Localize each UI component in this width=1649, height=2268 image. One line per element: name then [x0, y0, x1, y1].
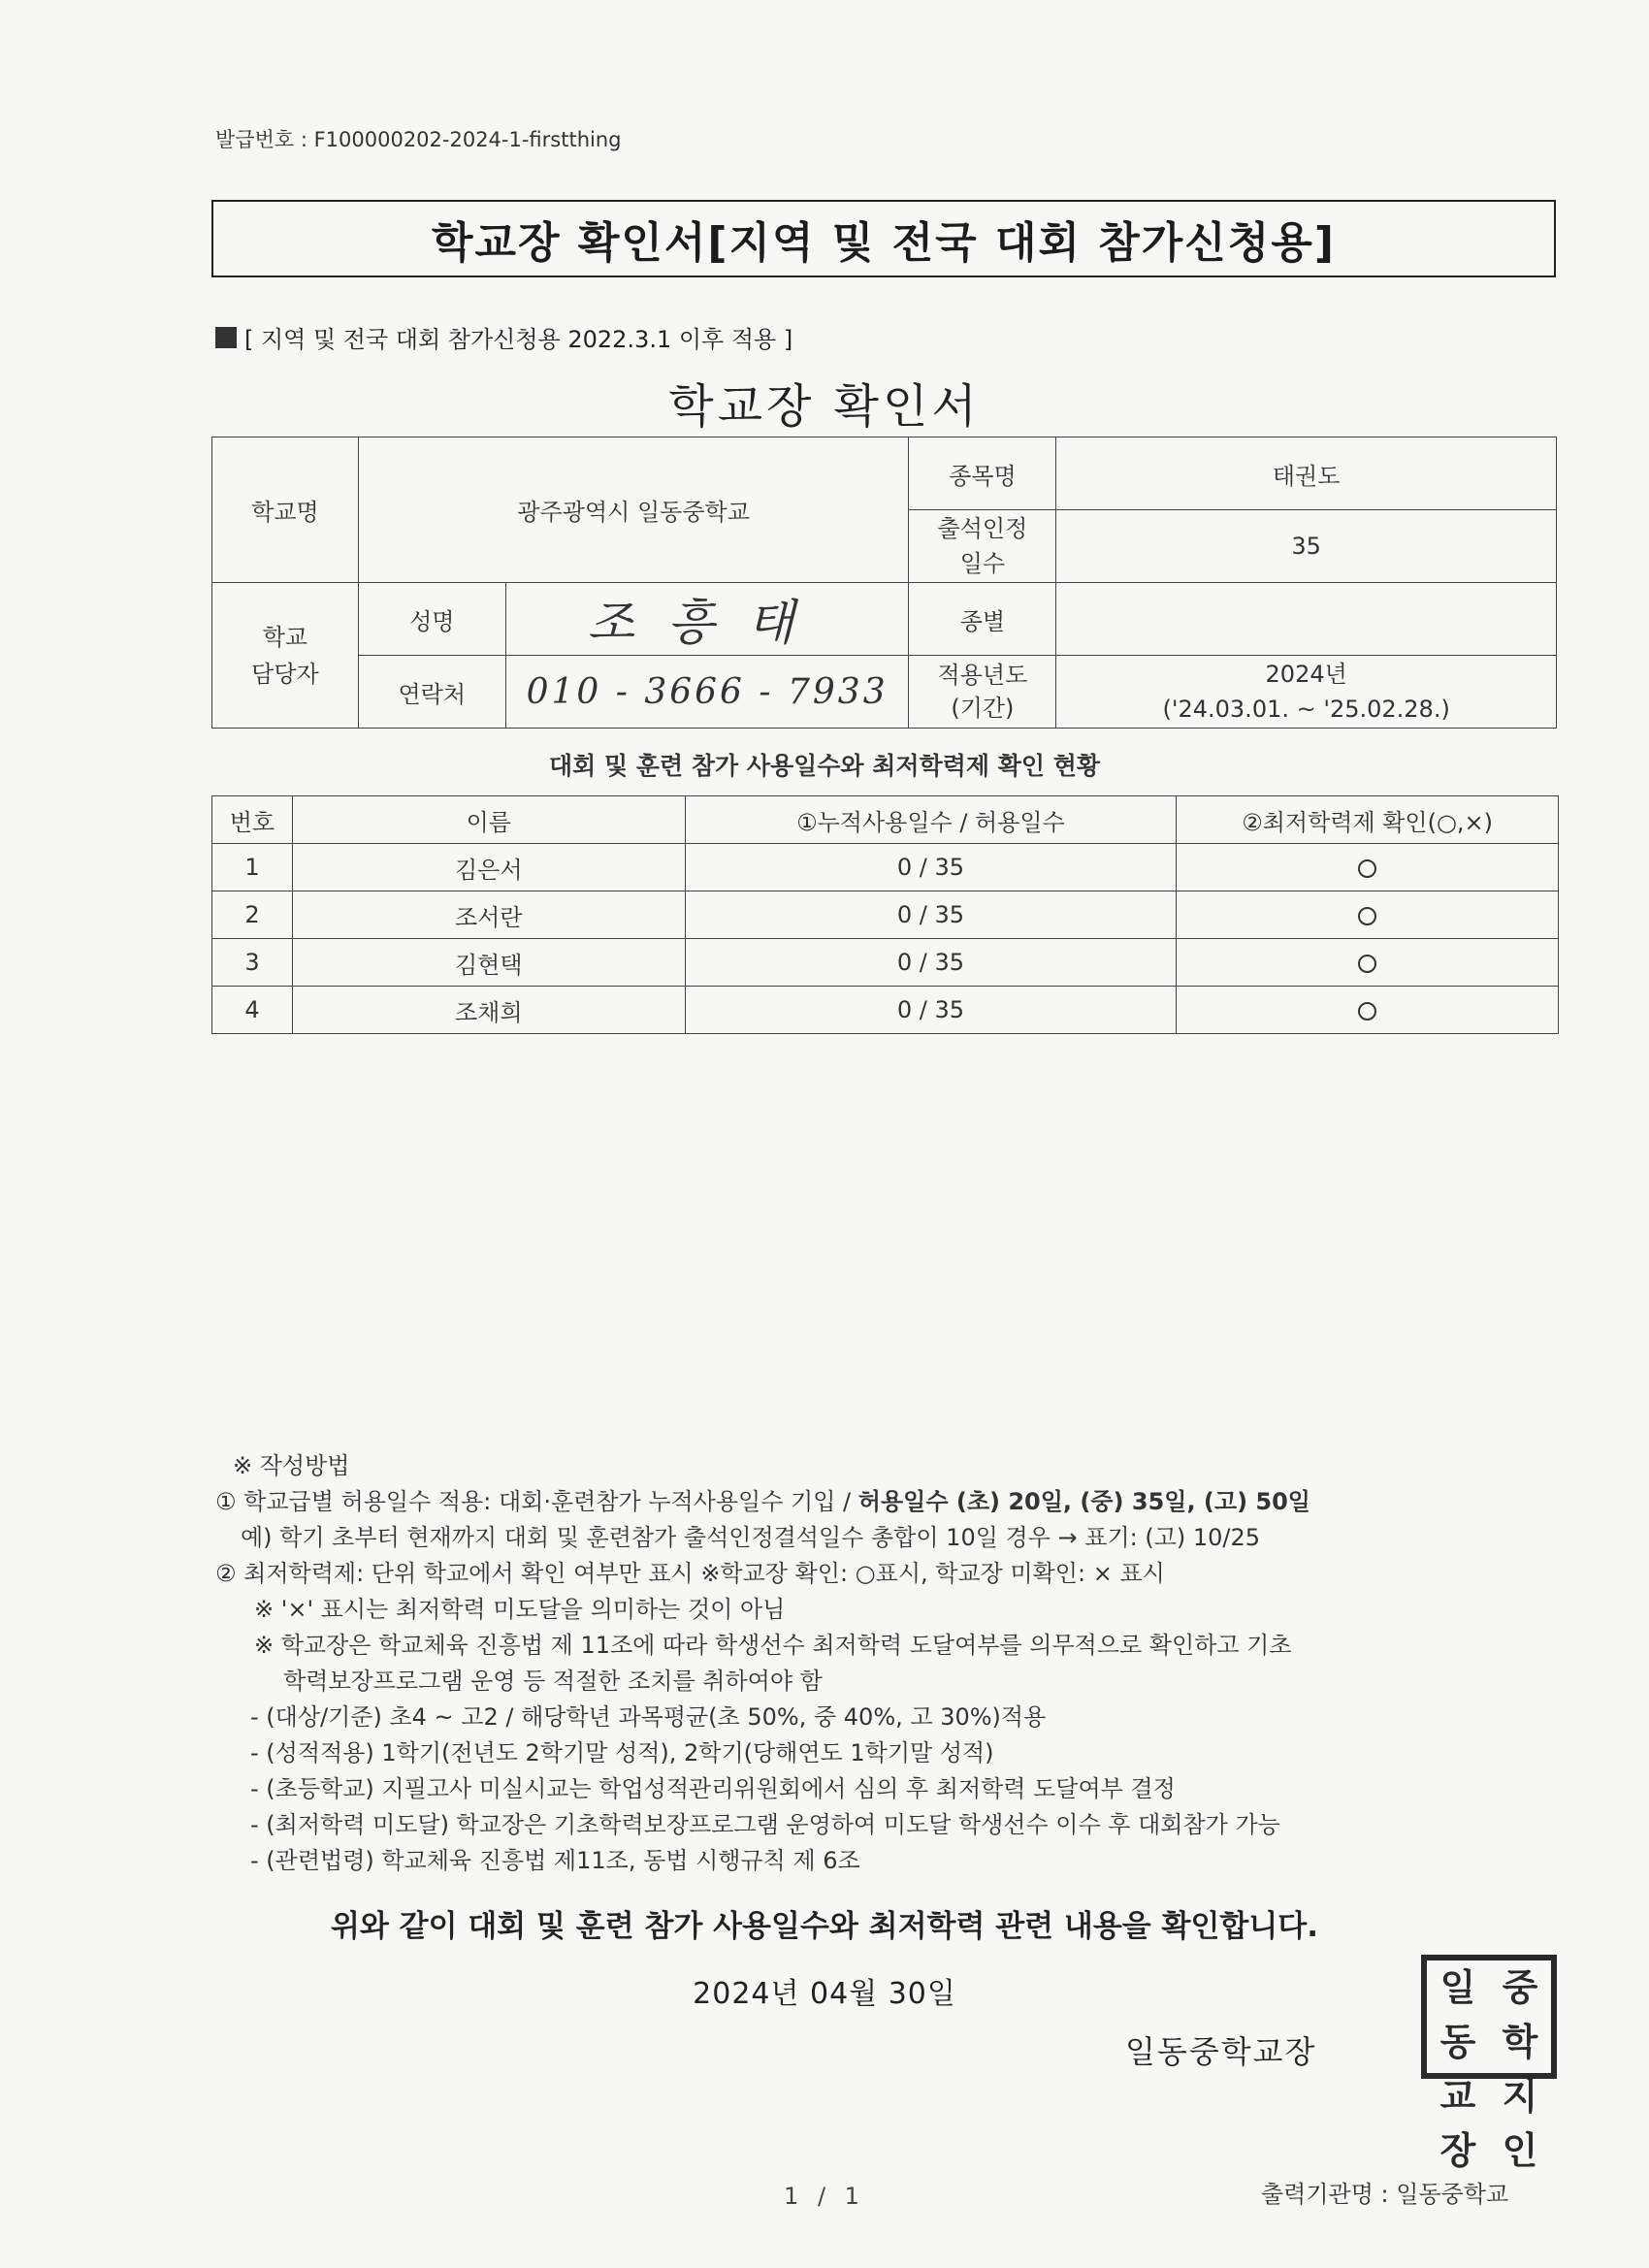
name-label: 성명: [358, 583, 505, 656]
header-name: 이름: [292, 796, 685, 844]
instruction-line: - (최저학력 미도달) 학교장은 기초학력보장프로그램 운영하여 미도달 학생선수 이수 후 대회참가 가능: [250, 1811, 1280, 1838]
school-info-table: [211, 437, 1557, 729]
subheading: [215, 320, 792, 354]
circle-check-icon: [1358, 907, 1376, 925]
year-value-line2: ('24.03.01. ~ '25.02.28.): [1162, 696, 1450, 723]
handwritten-phone: 010 - 3666 - 7933: [526, 671, 889, 712]
instructions: [215, 1448, 1573, 1879]
table-row: [212, 844, 1559, 891]
row-check: [1177, 891, 1559, 939]
sport-value: 태권도: [1056, 437, 1557, 510]
instruction-line: ※ '×' 표시는 최저학력 미도달을 의미하는 것이 아님: [254, 1596, 786, 1623]
issue-number: 발급번호 : F100000202-2024-1-firstthing: [215, 128, 622, 151]
instruction-line: ② 최저학력제: 단위 학교에서 확인 여부만 표시 ※학교장 확인: ○표시, 학교장 미확인: × 표시: [215, 1560, 1165, 1587]
row-days: 0 / 35: [685, 987, 1177, 1034]
gender-value: [1056, 583, 1557, 656]
attendance-table: [211, 795, 1559, 1034]
gender-label: 종별: [909, 583, 1056, 656]
instruction-line: 학력보장프로그램 운영 등 적절한 조치를 취하여야 함: [283, 1668, 823, 1695]
square-bullet-icon: [215, 327, 237, 348]
sport-label: 종목명: [909, 437, 1056, 510]
attendance-label: [909, 510, 1056, 583]
year-label: [909, 656, 1056, 729]
page-number: 1 / 1: [784, 2183, 865, 2210]
instruction-line: [215, 1484, 1573, 1520]
row-days: 0 / 35: [685, 891, 1177, 939]
instruction-line: ※ 학교장은 학교체육 진흥법 제 11조에 따라 학생선수 최저학력 도달여부를 의무적으로 확인하고 기초: [254, 1632, 1292, 1659]
contact-value: [505, 656, 909, 729]
attendance-label-line1: 출석인정: [937, 515, 1028, 542]
seal-char: 중학: [1502, 1965, 1538, 2063]
manager-label: [212, 583, 359, 729]
instruction-line: - (초등학교) 지필고사 미실시교는 학업성적관리위원회에서 심의 후 최저학력 도달여부 결정: [250, 1775, 1176, 1802]
row-number: 2: [212, 891, 293, 939]
handwritten-name: 조흥태: [587, 595, 827, 651]
table-row: [212, 939, 1559, 987]
instruction-bold-text: 허용일수 (초) 20일, (중) 35일, (고) 50일: [857, 1488, 1310, 1515]
year-label-line1: 적용년도: [937, 662, 1028, 689]
confirmation-statement: 위와 같이 대회 및 훈련 참가 사용일수와 최저학력 관련 내용을 확인합니다.: [330, 1909, 1319, 1944]
row-name: 조채희: [292, 987, 685, 1034]
row-check: [1177, 844, 1559, 891]
instruction-text: ① 학교급별 허용일수 적용: 대회·훈련참가 누적사용일수 기입 /: [215, 1488, 858, 1515]
circle-check-icon: [1358, 1002, 1376, 1021]
principal-signature: 일동중학교장: [1125, 2033, 1317, 2070]
school-label: 학교명: [212, 437, 359, 583]
contact-label: 연락처: [358, 656, 505, 729]
table-row: [212, 891, 1559, 939]
table-row: [212, 987, 1559, 1034]
manager-label-line2: 담당자: [251, 660, 319, 688]
subheading-text: [ 지역 및 전국 대회 참가신청용 2022.3.1 이후 적용 ]: [244, 326, 793, 353]
instruction-line: 예) 학기 초부터 현재까지 대회 및 훈련참가 출석인정결석일수 총합이 10일 경우 → 표기: (고) 10/25: [241, 1524, 1261, 1551]
row-name: 김은서: [292, 844, 685, 891]
circle-check-icon: [1358, 859, 1376, 878]
seal-char: 일동: [1439, 1965, 1476, 2063]
header-number: 번호: [212, 796, 293, 844]
header-academic-check: ②최저학력제 확인(○,×): [1177, 796, 1559, 844]
printing-institution: 출력기관명 : 일동중학교: [1261, 2181, 1509, 2208]
instruction-line: - (관련법령) 학교체육 진흥법 제11조, 동법 시행규칙 제 6조: [250, 1847, 860, 1874]
table-header-row: [212, 796, 1559, 844]
instruction-line: - (성적적용) 1학기(전년도 2학기말 성적), 2학기(당해연도 1학기말 성적): [250, 1739, 994, 1766]
instruction-line: - (대상/기준) 초4 ~ 고2 / 해당학년 과목평균(초 50%, 중 40%, 고 30%)적용: [250, 1703, 1047, 1731]
row-check: [1177, 939, 1559, 987]
row-number: 1: [212, 844, 293, 891]
row-number: 3: [212, 939, 293, 987]
circle-check-icon: [1358, 955, 1376, 973]
manager-label-line1: 학교: [262, 623, 308, 651]
row-number: 4: [212, 987, 293, 1034]
year-label-line2: (기간): [951, 695, 1015, 722]
table-caption: 대회 및 훈련 참가 사용일수와 최저학력제 확인 현황: [548, 752, 1101, 780]
year-value: [1056, 656, 1557, 729]
issue-date: 2024년 04월 30일: [693, 1977, 956, 2011]
document-title: 학교장 확인서: [668, 379, 981, 434]
official-seal: [1421, 1955, 1557, 2172]
header-days: ①누적사용일수 / 허용일수: [685, 796, 1177, 844]
main-title: 학교장 확인서[지역 및 전국 대회 참가신청용]: [211, 200, 1556, 277]
row-days: 0 / 35: [685, 939, 1177, 987]
seal-char: 지인: [1502, 2074, 1538, 2172]
attendance-label-line2: 일수: [959, 550, 1006, 577]
name-value: [505, 583, 909, 656]
instructions-heading: ※ 작성방법: [233, 1452, 350, 1479]
row-days: 0 / 35: [685, 844, 1177, 891]
row-check: [1177, 987, 1559, 1034]
row-name: 김현택: [292, 939, 685, 987]
row-name: 조서란: [292, 891, 685, 939]
seal-char: 교장: [1439, 2074, 1476, 2172]
school-value: 광주광역시 일동중학교: [358, 437, 909, 583]
year-value-line1: 2024년: [1265, 661, 1347, 688]
attendance-value: 35: [1056, 510, 1557, 583]
